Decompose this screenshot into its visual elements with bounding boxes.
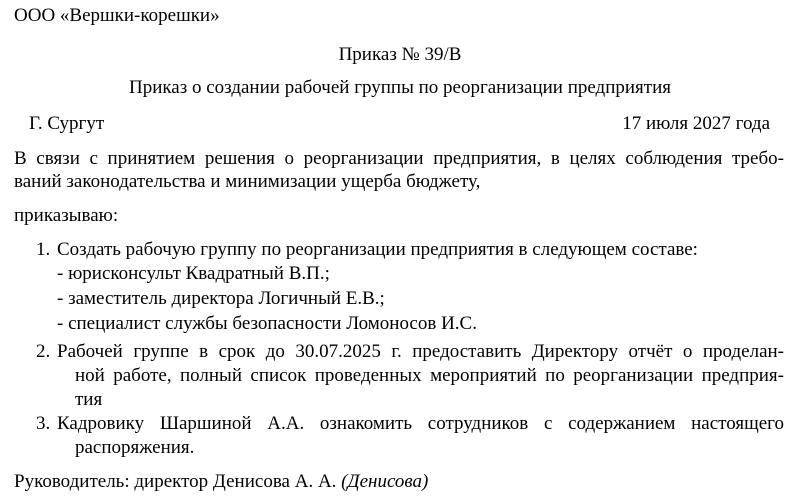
- signature-handwritten: (Денисова): [341, 471, 429, 492]
- item-3-line-2: распоряжения.: [75, 437, 195, 458]
- item-2-line-2: ной работе, полный список проведенных мероприятий по реорганизации предприя-: [75, 365, 784, 386]
- item-2-number: 2.: [36, 341, 51, 362]
- preamble-line-1: В связи с принятием решения о реорганизации предприятия, в целях соблюдения требо-: [14, 148, 784, 169]
- order-word: приказываю:: [14, 205, 119, 226]
- city: Г. Сургут: [29, 113, 105, 134]
- order-title: Приказ о создании рабочей группы по реорганизации предприятия: [128, 77, 672, 98]
- item-1-text: Создать рабочую группу по реорганизации предприятия в следующем составе:: [57, 239, 698, 260]
- signature-text: Руководитель: директор Денисова А. А.: [14, 471, 337, 492]
- item-3-number: 3.: [36, 413, 51, 434]
- item-2-line-3: тия: [75, 389, 103, 410]
- preamble-line-2: ваний законодательства и минимизации ущерба бюджету,: [14, 171, 481, 192]
- signature-line: [14, 471, 428, 493]
- order-date: 17 июля 2027 года: [622, 113, 770, 134]
- item-3-line-1: Кадровику Шаршиной А.А. ознакомить сотрудников с содержанием настоящего: [57, 413, 784, 434]
- organization-name: ООО «Вершки-корешки»: [14, 5, 220, 26]
- member-3: - специалист службы безопасности Ломоносов И.С.: [57, 313, 477, 334]
- order-number: Приказ № 39/В: [338, 44, 462, 65]
- member-1: - юрисконсульт Квадратный В.П.;: [57, 263, 330, 284]
- item-1-number: 1.: [36, 239, 51, 260]
- item-2-line-1: Рабочей группе в срок до 30.07.2025 г. предоставить Директору отчёт о проделан-: [57, 341, 784, 362]
- member-2: - заместитель директора Логичный Е.В.;: [57, 288, 385, 309]
